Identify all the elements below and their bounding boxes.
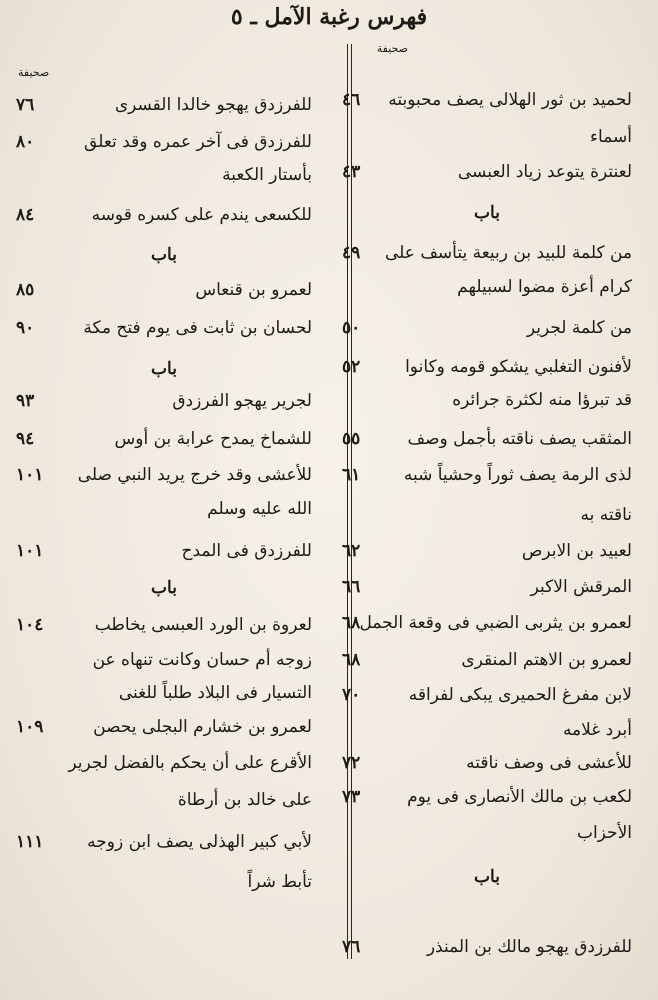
left-index-entry: [16, 160, 312, 190]
right-index-entry: [342, 424, 632, 454]
entry-title: لجرير يهجو الفرزدق: [172, 391, 312, 411]
page-number: ٧٦: [342, 937, 361, 957]
entry-title: لابن مفرغ الحميرى يبكى لفراقه: [408, 685, 632, 705]
entry-title: لحميد بن ثور الهلالى يصف محبوبته: [388, 90, 632, 110]
entry-title: تأبط شراً: [247, 872, 312, 892]
left-index-entry: [16, 748, 312, 778]
page-number: ٥٠: [342, 318, 361, 338]
entry-title: الأقرع على أن يحكم بالفضل لجرير: [68, 753, 312, 773]
entry-title: ناقته به: [580, 505, 632, 525]
left-index-entry: [16, 536, 312, 566]
entry-title: لعمرو بن خشارم البجلى يحصن: [93, 717, 312, 737]
left-index-entry: [16, 424, 312, 454]
page-number: ١٠٩: [16, 717, 44, 737]
left-index-entry: [16, 785, 312, 815]
right-index-entry: [342, 238, 632, 268]
page-header: فهرس رغبة الآمل ـ ٥: [230, 4, 428, 30]
page-number: ٦٨: [342, 650, 361, 670]
page-number: ٩٤: [16, 429, 35, 449]
left-index-entry: [16, 494, 312, 524]
entry-title: زوجه أم حسان وكانت تنهاه عن: [92, 650, 312, 670]
entry-title: المثقب يصف ناقته بأجمل وصف: [407, 429, 632, 449]
left-index-entry: [16, 712, 312, 742]
entry-title: التسيار فى البلاد طلباً للغنى: [118, 683, 312, 703]
left-index-entry: [16, 240, 312, 270]
left-index-entry: [16, 827, 312, 857]
right-index-entry: [342, 608, 632, 638]
page-number: ١٠١: [16, 465, 44, 485]
right-index-entry: [342, 198, 632, 228]
right-index-entry: [342, 536, 632, 566]
page-number: ٦٦: [342, 577, 361, 597]
right-index-entry: [342, 122, 632, 152]
entry-title: للأعشى فى وصف ناقته: [466, 753, 632, 773]
right-index-entry: [342, 460, 632, 490]
right-index-entry: [342, 272, 632, 302]
right-column-heading: صحيفة: [376, 42, 408, 55]
entry-title: لعمرو بن يثربى الضبي فى وقعة الجمل: [359, 613, 632, 633]
right-index-entry: [342, 352, 632, 382]
right-index-entry: [342, 385, 632, 415]
left-index-entry: [16, 313, 312, 343]
entry-title: لعمرو بن الاهتم المنقرى: [461, 650, 632, 670]
left-index-entry: [16, 610, 312, 640]
entry-title: للأعشى وقد خرج يريد النبي صلى: [77, 465, 312, 485]
section-heading: باب: [151, 359, 177, 379]
left-index-entry: [16, 275, 312, 305]
page-number: ١٠٤: [16, 615, 44, 635]
right-index-entry: [342, 500, 632, 530]
right-index-entry: [342, 572, 632, 602]
right-index-entry: [342, 645, 632, 675]
page-number: ١٠١: [16, 541, 44, 561]
entry-title: للفرزدق يهجو مالك بن المنذر: [426, 937, 632, 957]
page-number: ٧٠: [342, 685, 361, 705]
entry-title: أبرد غلامه: [562, 720, 632, 740]
entry-title: لعمرو بن قنعاس: [195, 280, 312, 300]
left-index-entry: [16, 645, 312, 675]
right-index-entry: [342, 782, 632, 812]
left-index-entry: [16, 573, 312, 603]
page-number: ٦١: [342, 465, 361, 485]
page-number: ٩٣: [16, 391, 35, 411]
page-number: ٥٥: [342, 429, 361, 449]
page-number: ٦٨: [342, 613, 361, 633]
page-number: ٨٤: [16, 205, 35, 225]
entry-title: المرقش الاكبر: [530, 577, 632, 597]
right-column: [328, 0, 658, 1000]
entry-title: على خالد بن أرطاة: [177, 790, 312, 810]
page-number: ٥٢: [342, 357, 361, 377]
entry-title: بأستار الكعبة: [222, 165, 312, 185]
entry-title: لكعب بن مالك الأنصارى فى يوم: [407, 787, 632, 807]
entry-title: كرام أعزة مضوا لسبيلهم: [457, 277, 632, 297]
left-index-entry: [16, 90, 312, 120]
entry-title: من كلمة للبيد بن ربيعة يتأسف على: [384, 243, 632, 263]
section-heading: باب: [474, 203, 500, 223]
page-number: ٧٢: [342, 753, 361, 773]
right-index-entry: [342, 157, 632, 187]
left-index-entry: [16, 678, 312, 708]
page-number: ٩٠: [16, 318, 35, 338]
right-index-entry: [342, 818, 632, 848]
right-index-entry: [342, 932, 632, 962]
page-number: ٨٠: [16, 132, 35, 152]
right-index-entry: [342, 715, 632, 745]
entry-title: لأبي كبير الهذلى يصف ابن زوجه: [87, 832, 312, 852]
left-index-entry: [16, 867, 312, 897]
entry-title: لعروة بن الورد العبسى يخاطب: [94, 615, 312, 635]
section-heading: باب: [151, 578, 177, 598]
entry-title: للفرزدق فى المدح: [181, 541, 312, 561]
entry-title: للفرزدق فى آخر عمره وقد تعلق: [84, 132, 312, 152]
entry-title: لذى الرمة يصف ثوراً وحشياً شبه: [403, 465, 632, 485]
page-number: ٤٣: [342, 162, 361, 182]
entry-title: من كلمة لجرير: [526, 318, 632, 338]
right-index-entry: [342, 85, 632, 115]
entry-title: للكسعى يندم على كسره قوسه: [91, 205, 312, 225]
entry-title: لعبيد بن الابرص: [521, 541, 632, 561]
entry-title: الله عليه وسلم: [207, 499, 312, 519]
section-heading: باب: [151, 245, 177, 265]
left-column-heading: صحيفة: [18, 66, 50, 79]
page-number: ٧٦: [16, 95, 35, 115]
left-index-entry: [16, 200, 312, 230]
page-number: ٨٥: [16, 280, 35, 300]
entry-title: لأفنون التغلبي يشكو قومه وكانوا: [405, 357, 632, 377]
left-index-entry: [16, 127, 312, 157]
page-number: ٤٦: [342, 90, 361, 110]
right-index-entry: [342, 313, 632, 343]
page-number: ٤٩: [342, 243, 361, 263]
page-number: ١١١: [16, 832, 44, 852]
right-index-entry: [342, 748, 632, 778]
entry-title: لعنترة يتوعد زياد العبسى: [457, 162, 632, 182]
entry-title: لحسان بن ثابت فى يوم فتح مكة: [83, 318, 312, 338]
left-index-entry: [16, 460, 312, 490]
left-index-entry: [16, 354, 312, 384]
right-index-entry: [342, 862, 632, 892]
entry-title: قد تبرؤا منه لكثرة جرائره: [452, 390, 632, 410]
entry-title: الأحزاب: [576, 823, 632, 843]
page-number: ٦٢: [342, 541, 361, 561]
right-index-entry: [342, 680, 632, 710]
entry-title: أسماء: [590, 127, 632, 147]
page-number: ٧٣: [342, 787, 361, 807]
entry-title: للشماخ يمدح عرابة بن أوس: [114, 429, 312, 449]
entry-title: للفرزدق يهجو خالدا القسرى: [114, 95, 312, 115]
left-index-entry: [16, 386, 312, 416]
section-heading: باب: [474, 867, 500, 887]
